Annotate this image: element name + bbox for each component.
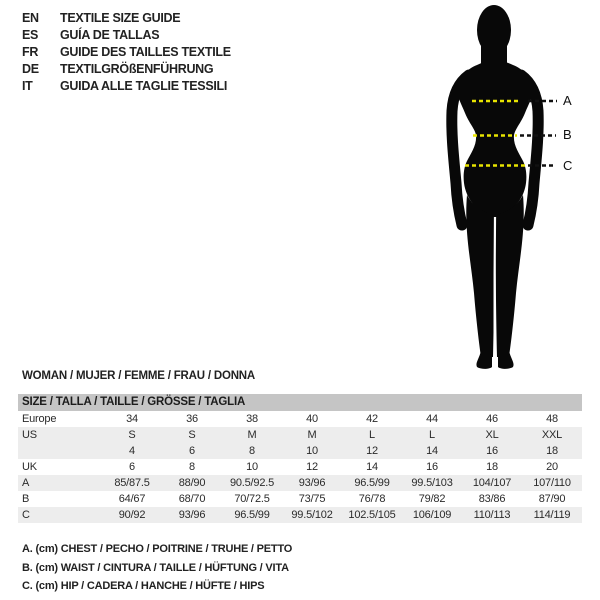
size-cell: 6 bbox=[189, 445, 195, 457]
language-title-row bbox=[22, 44, 231, 61]
size-table-row bbox=[18, 459, 582, 475]
size-cell: 96.5/99 bbox=[234, 509, 270, 521]
size-row-label: A bbox=[22, 477, 30, 489]
size-cell: 104/107 bbox=[472, 477, 512, 489]
size-cell: 110/113 bbox=[473, 509, 511, 521]
size-cell: S bbox=[128, 429, 136, 441]
size-row-label bbox=[18, 443, 102, 459]
woman-group-title: WOMAN / MUJER / FEMME / FRAU / DONNA bbox=[22, 370, 256, 382]
size-cell: 14 bbox=[366, 461, 378, 473]
size-cell: L bbox=[369, 429, 375, 441]
size-table-row bbox=[18, 443, 582, 459]
size-cell: 10 bbox=[306, 445, 318, 457]
size-cell: 106/109 bbox=[412, 509, 452, 521]
guide-title-text: GUIDE DES TAILLES TEXTILE bbox=[60, 45, 231, 59]
size-cell: 36 bbox=[186, 413, 198, 425]
size-cell: 12 bbox=[306, 461, 318, 473]
size-cell: 87/90 bbox=[538, 493, 566, 505]
size-row-label: C bbox=[22, 509, 30, 521]
silhouette-left-foot bbox=[476, 351, 492, 369]
size-cell: 64/67 bbox=[118, 493, 146, 505]
size-cell: 44 bbox=[426, 413, 438, 425]
size-cell: 14 bbox=[426, 445, 438, 457]
language-title-row bbox=[22, 27, 231, 44]
size-cell: 88/90 bbox=[178, 477, 206, 489]
guide-title-text: GUIDA ALLE TAGLIE TESSILI bbox=[60, 79, 228, 93]
size-row-label: Europe bbox=[22, 413, 57, 425]
size-cell: L bbox=[429, 429, 435, 441]
size-cell: 99.5/102 bbox=[291, 509, 333, 521]
size-table-header: SIZE / TALLA / TAILLE / GRÖSSE / TAGLIA bbox=[18, 394, 582, 411]
language-code: DE bbox=[22, 62, 39, 76]
size-cell: 8 bbox=[189, 461, 195, 473]
size-cell: M bbox=[247, 429, 257, 441]
size-cell: 16 bbox=[486, 445, 498, 457]
size-table-row bbox=[18, 475, 582, 491]
language-code: FR bbox=[22, 45, 39, 59]
silhouette-right-leg bbox=[495, 195, 524, 357]
size-cell: 42 bbox=[366, 413, 378, 425]
legend-line: B. (cm) WAIST / CINTURA / TAILLE / HÜFTUNG / VITA bbox=[22, 561, 289, 574]
size-table-row bbox=[18, 491, 582, 507]
guide-title-text: TEXTILGRÖßENFÜHRUNG bbox=[60, 62, 214, 76]
language-code: ES bbox=[22, 28, 39, 42]
size-cell: XXL bbox=[541, 429, 563, 441]
woman-silhouette-svg bbox=[425, 3, 565, 369]
size-cell: 6 bbox=[129, 461, 135, 473]
size-cell: 40 bbox=[306, 413, 318, 425]
size-cell: 85/87.5 bbox=[114, 477, 150, 489]
language-title-list bbox=[22, 10, 231, 95]
size-cell: 83/86 bbox=[478, 493, 506, 505]
language-code: IT bbox=[22, 79, 33, 93]
size-cell: 93/96 bbox=[178, 509, 206, 521]
size-cell: 70/72.5 bbox=[234, 493, 270, 505]
legend-line: A. (cm) CHEST / PECHO / POITRINE / TRUHE / PETTO bbox=[22, 543, 293, 555]
language-code: EN bbox=[22, 11, 39, 25]
size-cell: 114/119 bbox=[533, 509, 571, 521]
size-cell: XL bbox=[485, 429, 499, 441]
size-cell: 18 bbox=[546, 445, 558, 457]
size-cell: 8 bbox=[249, 445, 255, 457]
size-cell: 34 bbox=[126, 413, 138, 425]
size-cell: 46 bbox=[486, 413, 498, 425]
size-cell: 90.5/92.5 bbox=[229, 477, 275, 489]
language-title-row bbox=[22, 61, 231, 78]
size-table-row bbox=[18, 507, 582, 523]
legend-line: C. (cm) HIP / CADERA / HANCHE / HÜFTE / HIPS bbox=[22, 580, 265, 592]
size-cell: 90/92 bbox=[118, 509, 146, 521]
hip-label: C bbox=[563, 158, 573, 173]
language-title-row bbox=[22, 10, 231, 27]
chest-label: A bbox=[563, 93, 572, 108]
size-cell: 18 bbox=[486, 461, 498, 473]
size-row-label: US bbox=[22, 429, 37, 441]
size-cell: 96.5/99 bbox=[354, 477, 390, 489]
size-table-body bbox=[18, 411, 582, 523]
size-cell: 107/110 bbox=[533, 477, 571, 489]
size-cell: 38 bbox=[246, 413, 258, 425]
size-row-label: UK bbox=[22, 461, 37, 473]
size-table-row bbox=[18, 427, 582, 443]
size-cell: 76/78 bbox=[358, 493, 386, 505]
size-cell: 73/75 bbox=[298, 493, 326, 505]
size-cell: 12 bbox=[366, 445, 378, 457]
size-cell: 68/70 bbox=[178, 493, 206, 505]
size-cell: 79/82 bbox=[418, 493, 446, 505]
waist-label: B bbox=[563, 127, 572, 142]
size-cell: 16 bbox=[426, 461, 438, 473]
size-cell: 10 bbox=[246, 461, 258, 473]
size-row-label: B bbox=[22, 493, 30, 505]
guide-title-text: TEXTILE SIZE GUIDE bbox=[60, 11, 181, 25]
size-cell: 20 bbox=[546, 461, 558, 473]
size-cell: S bbox=[188, 429, 196, 441]
silhouette-torso bbox=[457, 61, 533, 216]
silhouette-left-leg bbox=[466, 195, 495, 357]
measurement-legend bbox=[22, 540, 292, 596]
language-title-row bbox=[22, 78, 231, 95]
size-table bbox=[18, 394, 582, 523]
size-cell: 93/96 bbox=[298, 477, 326, 489]
size-cell: M bbox=[307, 429, 317, 441]
size-cell: 99.5/103 bbox=[411, 477, 453, 489]
silhouette-right-foot bbox=[498, 351, 514, 369]
size-cell: 102.5/105 bbox=[348, 509, 396, 521]
size-cell: 48 bbox=[546, 413, 558, 425]
guide-title-text: GUÍA DE TALLAS bbox=[60, 28, 160, 42]
woman-silhouette-figure bbox=[425, 3, 565, 369]
size-cell: 4 bbox=[129, 445, 135, 457]
size-table-row bbox=[18, 411, 582, 427]
